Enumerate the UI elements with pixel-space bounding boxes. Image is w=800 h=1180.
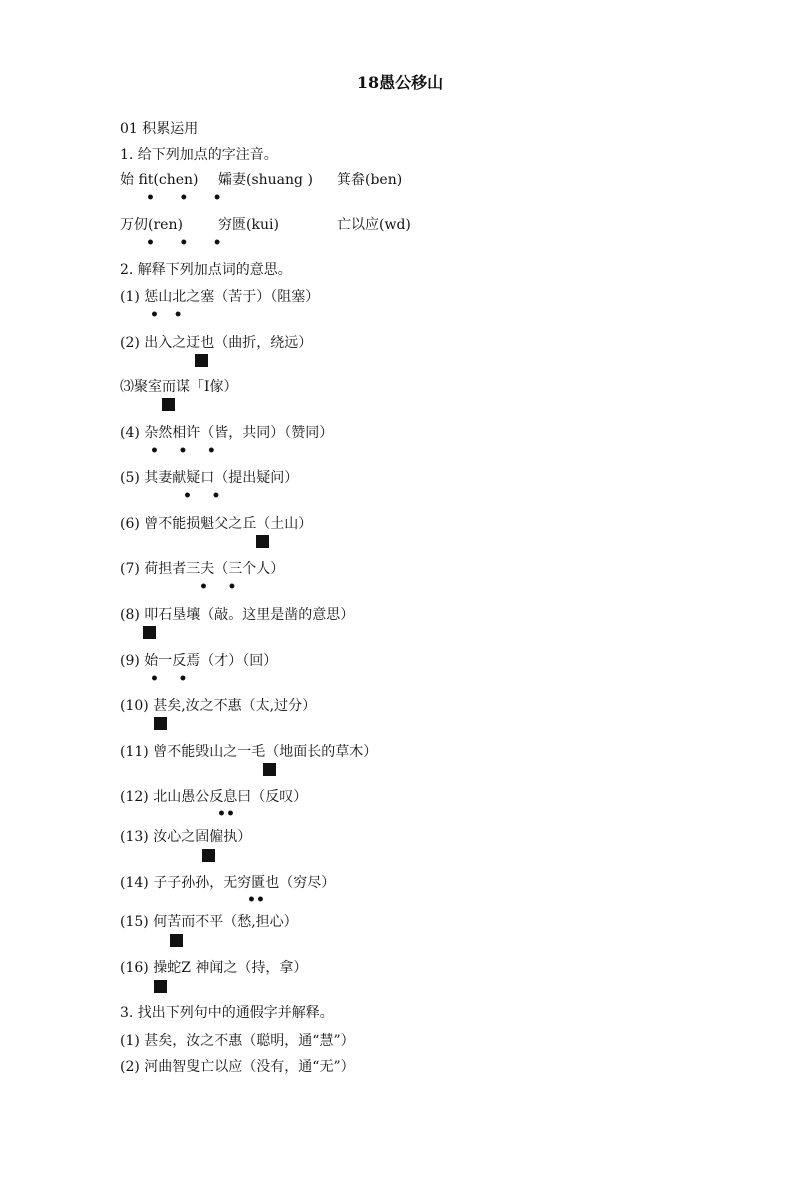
list-item: (9) 始一反焉（才）（回） — [120, 653, 278, 669]
list-item: (2) 出入之迂也（曲折，绕远） — [120, 335, 313, 351]
pinyin-item: 穷匮(kui) — [218, 217, 279, 233]
emphasis-dots: • • • — [146, 235, 222, 251]
question-3-heading: 3. 找出下列句中的通假字并解释。 — [120, 1005, 334, 1021]
list-item: (16) 操蛇Z 神闻之（持，拿） — [120, 960, 308, 976]
emphasis-dots: • • — [150, 307, 183, 323]
emphasis-square — [202, 849, 215, 862]
emphasis-square — [195, 354, 208, 367]
emphasis-square — [154, 717, 167, 730]
pinyin-item: 孀妻(shuang ) — [218, 172, 313, 188]
question-1-heading: 1. 给下列加点的字注音。 — [120, 147, 278, 163]
pinyin-item: 箕畚(ben) — [337, 172, 403, 188]
emphasis-square — [256, 535, 269, 548]
list-item: (12) 北山愚公反息曰（反叹） — [120, 789, 308, 805]
list-item: (2) 河曲智叟亡以应（没有，通“无”） — [120, 1059, 355, 1075]
emphasis-square — [170, 934, 183, 947]
emphasis-dots: •• — [247, 892, 265, 908]
pinyin-item: 万仞(ren) — [120, 217, 183, 233]
list-item: (6) 曾不能损魁父之丘（土山） — [120, 516, 313, 532]
list-item: (5) 其妻献疑口（提出疑问） — [120, 470, 299, 486]
list-item: (1) 甚矣，汝之不惠（聪明，通“慧”） — [120, 1033, 355, 1049]
list-item: ⑶聚室而谋「I傢） — [120, 379, 238, 395]
list-item: (13) 汝心之固僱执） — [120, 829, 252, 845]
list-item: (10) 甚矣,汝之不惠（太,过分） — [120, 698, 317, 714]
emphasis-dots: • • — [199, 579, 237, 595]
page-title: 18愚公移山 — [356, 73, 444, 92]
list-item: (1) 惩山北之塞（苦于）（阻塞） — [120, 289, 320, 305]
emphasis-dots: • • — [150, 671, 188, 687]
question-2-heading: 2. 解释下列加点词的意思。 — [120, 262, 292, 278]
list-item: (7) 荷担者三夫（三个人） — [120, 561, 285, 577]
emphasis-dots: • • — [183, 488, 221, 504]
emphasis-dots: • • • — [146, 190, 222, 206]
emphasis-square — [143, 626, 156, 639]
emphasis-square — [162, 398, 175, 411]
emphasis-square — [263, 763, 276, 776]
pinyin-item: 亡以应(wd) — [337, 217, 411, 233]
list-item: (15) 何苦而不平（愁,担心） — [120, 914, 298, 930]
section-heading: 01 积累运用 — [120, 121, 199, 137]
emphasis-dots: •• — [217, 806, 235, 822]
emphasis-dots: • • • — [150, 443, 216, 459]
emphasis-square — [154, 980, 167, 993]
list-item: (11) 曾不能毁山之一毛（地面长的草木） — [120, 744, 378, 760]
list-item: (4) 杂然相许（皆，共同）（赞同） — [120, 425, 334, 441]
pinyin-item: 始 fit(chen) — [120, 172, 199, 188]
list-item: (8) 叩石垦壤（敲。这里是凿的意思） — [120, 607, 355, 623]
list-item: (14) 子子孙孙，无穷匱也（穷尽） — [120, 875, 336, 891]
